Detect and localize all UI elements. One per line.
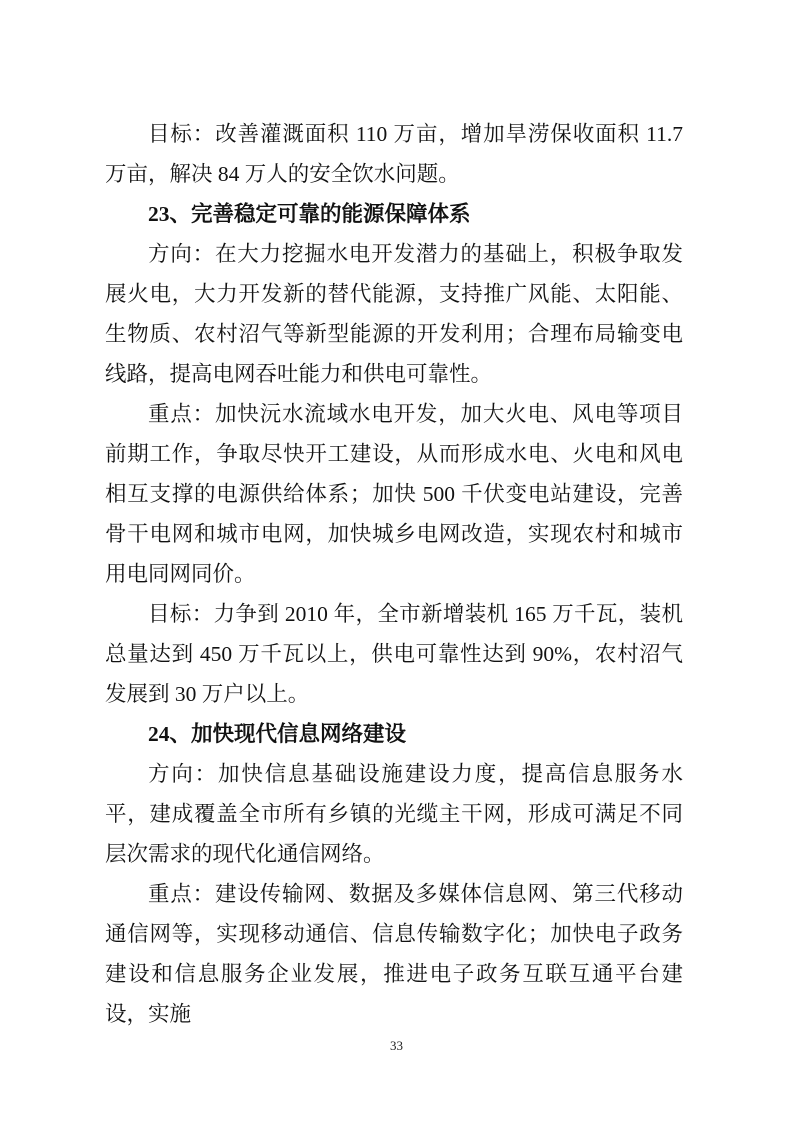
section-heading-23: 23、完善稳定可靠的能源保障体系	[148, 202, 471, 226]
paragraph-goal-water	[105, 114, 683, 194]
paragraph-label: 方向：	[148, 242, 215, 266]
paragraph-label: 目标：	[148, 602, 214, 626]
document-body	[105, 114, 683, 1034]
paragraph-focus-network	[105, 874, 683, 1034]
paragraph-text: 力争到 2010 年，全市新增装机 165 万千瓦，装机总量达到 450 万千瓦以上，供电可靠性达到 90%，农村沼气发展到 30 万户以上。	[105, 602, 683, 706]
paragraph-text: 在大力挖掘水电开发潜力的基础上，积极争取发展火电，大力开发新的替代能源，支持推广风能、太阳能、生物质、农村沼气等新型能源的开发利用；合理布局输变电线路，提高电网吞吐能力和供电可靠性。	[105, 242, 683, 386]
paragraph-label: 方向：	[148, 762, 219, 786]
section-heading-24: 24、加快现代信息网络建设	[148, 722, 407, 746]
paragraph-text: 加快信息基础设施建设力度，提高信息服务水平，建成覆盖全市所有乡镇的光缆主干网，形成可满足不同层次需求的现代化通信网络。	[105, 762, 683, 866]
paragraph-label: 重点：	[148, 402, 215, 426]
paragraph-focus-energy	[105, 394, 683, 594]
paragraph-direction-network	[105, 754, 683, 874]
paragraph-text: 改善灌溉面积 110 万亩，增加旱涝保收面积 11.7 万亩，解决 84 万人的安全饮水问题。	[105, 122, 683, 186]
paragraph-text: 建设传输网、数据及多媒体信息网、第三代移动通信网等，实现移动通信、信息传输数字化；加快电子政务建设和信息服务企业发展，推进电子政务互联互通平台建设，实施	[105, 882, 683, 1026]
paragraph-label: 重点：	[148, 882, 215, 906]
paragraph-text: 加快沅水流域水电开发，加大火电、风电等项目前期工作，争取尽快开工建设，从而形成水电、火电和风电相互支撑的电源供给体系；加快 500 千伏变电站建设，完善骨干电网和城市电网，加快城乡电网改造，实现农村和城市用电同网同价。	[105, 402, 683, 586]
page-number: 33	[390, 1038, 403, 1053]
paragraph-label: 目标：	[148, 122, 216, 146]
paragraph-direction-energy	[105, 234, 683, 394]
paragraph-goal-energy	[105, 594, 683, 714]
